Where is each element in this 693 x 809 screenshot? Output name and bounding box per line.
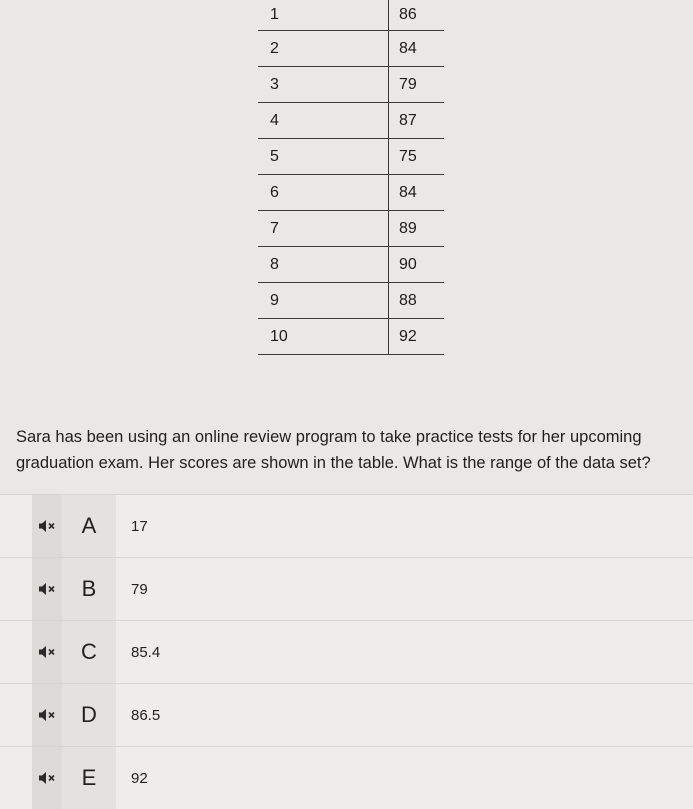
test-number-cell: 2 xyxy=(258,31,389,67)
test-number-cell: 8 xyxy=(258,247,389,283)
choice-value: 85.4 xyxy=(131,643,161,661)
table-row xyxy=(258,211,444,247)
table-row xyxy=(258,247,444,283)
table-row xyxy=(258,67,444,103)
table-row xyxy=(258,0,444,31)
speaker-mute-icon[interactable] xyxy=(32,684,62,746)
score-cell: 87 xyxy=(389,103,445,139)
table-row xyxy=(258,175,444,211)
choice-value: 86.5 xyxy=(131,706,161,724)
test-number-cell: 7 xyxy=(258,211,389,247)
table-row xyxy=(258,103,444,139)
answer-choice-d[interactable] xyxy=(0,683,693,746)
test-number-cell: 5 xyxy=(258,139,389,175)
choice-letter: C xyxy=(62,621,116,683)
score-cell: 84 xyxy=(389,175,445,211)
table-row xyxy=(258,319,444,355)
score-cell: 90 xyxy=(389,247,445,283)
score-cell: 86 xyxy=(389,0,445,31)
choice-letter: D xyxy=(62,684,116,746)
answer-choice-e[interactable] xyxy=(0,746,693,809)
score-cell: 79 xyxy=(389,67,445,103)
score-cell: 84 xyxy=(389,31,445,67)
choice-value: 92 xyxy=(131,769,148,787)
test-number-cell: 4 xyxy=(258,103,389,139)
test-number-cell: 10 xyxy=(258,319,389,355)
table-row xyxy=(258,283,444,319)
scores-table xyxy=(258,0,444,355)
answer-choice-c[interactable] xyxy=(0,620,693,683)
score-cell: 75 xyxy=(389,139,445,175)
choice-letter: A xyxy=(62,495,116,557)
test-number-cell: 1 xyxy=(258,0,389,31)
score-cell: 88 xyxy=(389,283,445,319)
choice-value: 79 xyxy=(131,580,148,598)
speaker-mute-icon[interactable] xyxy=(32,747,62,809)
score-cell: 89 xyxy=(389,211,445,247)
table-row xyxy=(258,139,444,175)
speaker-mute-icon[interactable] xyxy=(32,495,62,557)
speaker-mute-icon[interactable] xyxy=(32,621,62,683)
choice-letter: B xyxy=(62,558,116,620)
test-number-cell: 3 xyxy=(258,67,389,103)
score-cell: 92 xyxy=(389,319,445,355)
answer-choice-b[interactable] xyxy=(0,557,693,620)
answer-choices xyxy=(0,494,693,809)
table-row xyxy=(258,31,444,67)
speaker-mute-icon[interactable] xyxy=(32,558,62,620)
choice-value: 17 xyxy=(131,517,148,535)
answer-choice-a[interactable] xyxy=(0,494,693,557)
test-number-cell: 6 xyxy=(258,175,389,211)
choice-letter: E xyxy=(62,747,116,809)
question-text: Sara has been using an online review program to take practice tests for her upcoming graduation exam. Her scores are shown in the table. What is the range of the data set? xyxy=(16,428,651,472)
test-number-cell: 9 xyxy=(258,283,389,319)
